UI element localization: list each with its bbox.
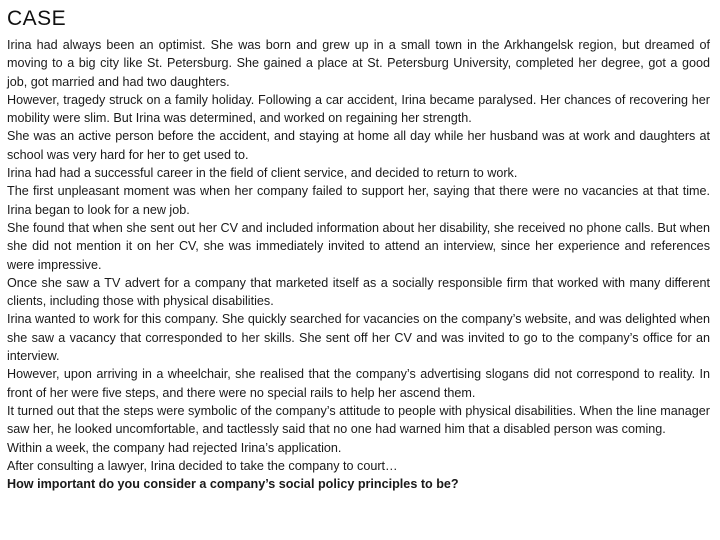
page-title: CASE [7,7,67,30]
paragraph-4: Irina had had a successful career in the field of client service, and decided to return to work. [7,166,518,181]
paragraph-1: Irina had always been an optimist. She was born and grew up in a small town in the Arkhangelsk region, but dreamed of moving to a big city like St. Petersburg. She gained a place at St. Petersburg University, completed her degree, got a good job, got married and had two daughters. [7,38,710,89]
paragraph-9: However, upon arriving in a wheelchair, she realised that the company’s advertising slogans did not correspond to reality. In front of her were five steps, and there were no special rails to help her ascend them. [7,367,710,400]
paragraph-5: The first unpleasant moment was when her company failed to support her, saying that there were no vacancies at that time. Irina began to look for a new job. [7,184,710,217]
paragraph-3: She was an active person before the accident, and staying at home all day while her husband was at work and daughters at school was very hard for her to get used to. [7,129,710,162]
paragraph-2: However, tragedy struck on a family holiday. Following a car accident, Irina became paralysed. Her chances of recovering her mobility were slim. But Irina was determined, and worked on regaining her strength. [7,92,710,126]
case-document [7,6,710,493]
paragraph-6: She found that when she sent out her CV and included information about her disability, she received no phone calls. But when she did not mention it on her CV, she was immediately invited to attend an interview, since her experience and references were impressive. [7,220,710,272]
discussion-question: How important do you consider a company’s social policy principles to be? [7,477,459,492]
paragraph-12: After consulting a lawyer, Irina decided to take the company to court… [7,458,398,473]
paragraph-11: Within a week, the company had rejected Irina’s application. [7,440,342,455]
paragraph-8: Irina wanted to work for this company. She quickly searched for vacancies on the company’s website, and was delighted when she saw a vacancy that corresponded to her skills. She sent off her CV and was invited to go to the company’s office for an interview. [7,312,710,364]
paragraph-7: Once she saw a TV advert for a company that marketed itself as a socially responsible firm that worked with many different clients, including those with physical disabilities. [7,275,710,309]
paragraph-10: It turned out that the steps were symbolic of the company’s attitude to people with physical disabilities. When the line manager saw her, he looked uncomfortable, and tactlessly said that no one had warned him that a disabled person was coming. [7,403,710,437]
